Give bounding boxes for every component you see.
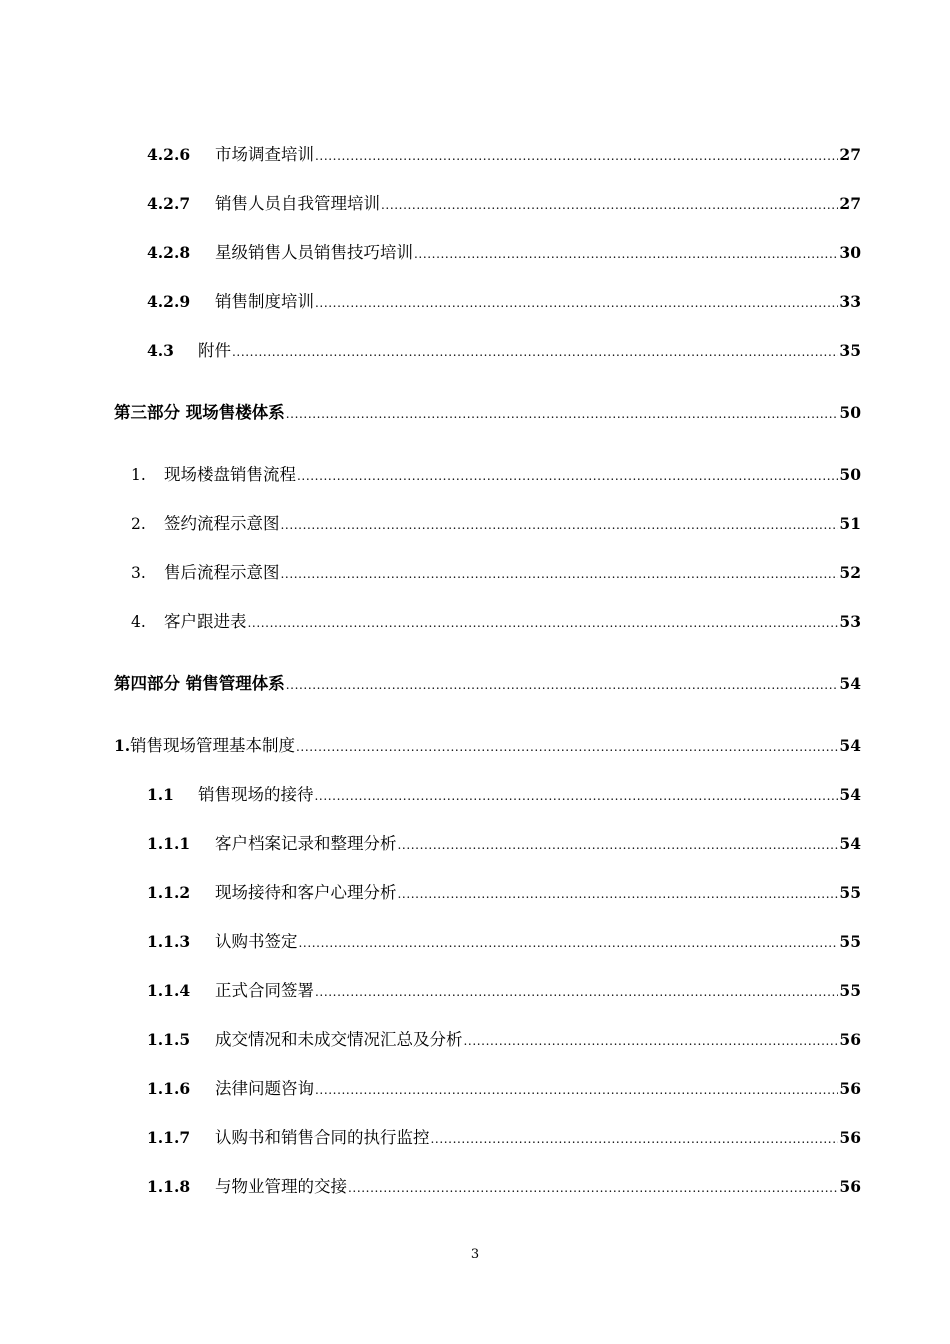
toc-leader (414, 242, 838, 266)
toc-title: 签约流程示意图 (164, 514, 280, 533)
toc-page: 55 (839, 981, 861, 1000)
toc-part-entry[interactable] (114, 672, 861, 696)
toc-page: 33 (839, 292, 861, 311)
toc-title: 成交情况和未成交情况汇总及分析 (215, 1030, 463, 1049)
toc-page: 56 (839, 1079, 861, 1098)
toc-title: 客户档案记录和整理分析 (215, 834, 397, 853)
toc-entry[interactable] (131, 610, 861, 634)
toc-title: 售后流程示意图 (164, 563, 280, 582)
toc-page: 56 (839, 1177, 861, 1196)
toc-number: 2. (131, 515, 146, 533)
toc-title: 与物业管理的交接 (215, 1177, 347, 1196)
toc-entry[interactable] (147, 783, 861, 807)
toc-leader (315, 1078, 838, 1102)
toc-entry[interactable] (131, 512, 861, 536)
toc-title: 附件 (198, 341, 231, 360)
toc-title: 客户跟进表 (164, 612, 247, 631)
toc-title: 第三部分 现场售楼体系 (114, 403, 285, 422)
toc-page: 55 (839, 932, 861, 951)
toc-title: 正式合同签署 (215, 981, 314, 1000)
toc-page: 50 (839, 465, 861, 484)
toc-entry[interactable] (131, 561, 861, 585)
toc-number: 4.2.6 (147, 145, 191, 164)
toc-number: 3. (131, 564, 146, 582)
toc-leader (315, 291, 838, 315)
toc-page: 54 (839, 834, 861, 853)
toc-title: 销售制度培训 (215, 292, 314, 311)
toc-title: 星级销售人员销售技巧培训 (215, 243, 413, 262)
toc-leader (286, 673, 839, 697)
toc-number: 1.1.7 (147, 1128, 191, 1147)
toc-leader (286, 402, 839, 426)
toc-page: 53 (839, 612, 861, 631)
toc-number: 1.1.2 (147, 883, 191, 902)
toc-page: 27 (839, 145, 861, 164)
toc-entry[interactable] (147, 832, 861, 856)
toc-page: 54 (839, 785, 861, 804)
toc-leader (431, 1127, 839, 1151)
toc-leader (232, 340, 838, 364)
toc-number: 1.1.8 (147, 1177, 191, 1196)
toc-leader (248, 611, 839, 635)
toc-number: 1.1 (147, 785, 174, 804)
toc-leader (281, 562, 839, 586)
toc-entry[interactable] (147, 339, 861, 363)
toc-number: 4.2.9 (147, 292, 191, 311)
toc-entry[interactable] (131, 463, 861, 487)
toc-leader (281, 513, 839, 537)
toc-number: 4.3 (147, 341, 174, 360)
toc-page: 56 (839, 1030, 861, 1049)
toc-leader (464, 1029, 839, 1053)
toc-page: 52 (839, 563, 861, 582)
toc-entry[interactable] (147, 241, 861, 265)
toc-number: 1.1.1 (147, 834, 191, 853)
toc-number: 1. (114, 736, 131, 755)
toc-number: 1. (131, 466, 146, 484)
toc-page: 54 (839, 674, 861, 693)
toc-title: 认购书签定 (215, 932, 298, 951)
toc-title: 第四部分 销售管理体系 (114, 674, 285, 693)
toc-number: 4.2.8 (147, 243, 191, 262)
toc-title: 现场楼盘销售流程 (164, 465, 296, 484)
toc-title: 市场调查培训 (215, 145, 314, 164)
toc-title: 法律问题咨询 (215, 1079, 314, 1098)
toc-title: 现场接待和客户心理分析 (215, 883, 397, 902)
toc-page: 50 (839, 403, 861, 422)
toc-number: 1.1.5 (147, 1030, 191, 1049)
toc-entry[interactable] (147, 1028, 861, 1052)
toc-entry[interactable] (147, 143, 861, 167)
toc-leader (381, 193, 838, 217)
toc-entry[interactable] (147, 1175, 861, 1199)
page-number: 3 (470, 1247, 480, 1262)
toc-entry[interactable] (147, 979, 861, 1003)
toc-leader (348, 1176, 838, 1200)
toc-entry[interactable] (147, 1126, 861, 1150)
toc-number: 1.1.6 (147, 1079, 191, 1098)
toc-page: 54 (839, 736, 861, 755)
toc-leader (315, 784, 839, 808)
toc-entry[interactable] (147, 930, 861, 954)
toc-page: 51 (839, 514, 861, 533)
toc-entry[interactable] (147, 290, 861, 314)
toc-entry[interactable] (114, 734, 861, 758)
toc-page: 27 (839, 194, 861, 213)
toc-page: 35 (839, 341, 861, 360)
toc-leader (398, 833, 839, 857)
toc-entry[interactable] (147, 192, 861, 216)
toc-title: 销售人员自我管理培训 (215, 194, 380, 213)
toc-title: 认购书和销售合同的执行监控 (215, 1128, 430, 1147)
toc-entry[interactable] (147, 1077, 861, 1101)
toc-page: 55 (839, 883, 861, 902)
toc-leader (398, 882, 839, 906)
toc-page: 30 (839, 243, 861, 262)
toc-title: 销售现场的接待 (198, 785, 314, 804)
toc-leader (297, 464, 838, 488)
toc-number: 4. (131, 613, 146, 631)
toc-leader (299, 931, 839, 955)
toc-number: 1.1.3 (147, 932, 191, 951)
toc-leader (315, 980, 838, 1004)
toc-leader (296, 735, 838, 759)
toc-part-entry[interactable] (114, 401, 861, 425)
toc-number: 1.1.4 (147, 981, 191, 1000)
toc-title: 销售现场管理基本制度 (130, 736, 295, 755)
toc-entry[interactable] (147, 881, 861, 905)
toc-leader (315, 144, 838, 168)
toc-page: 56 (839, 1128, 861, 1147)
toc-number: 4.2.7 (147, 194, 191, 213)
